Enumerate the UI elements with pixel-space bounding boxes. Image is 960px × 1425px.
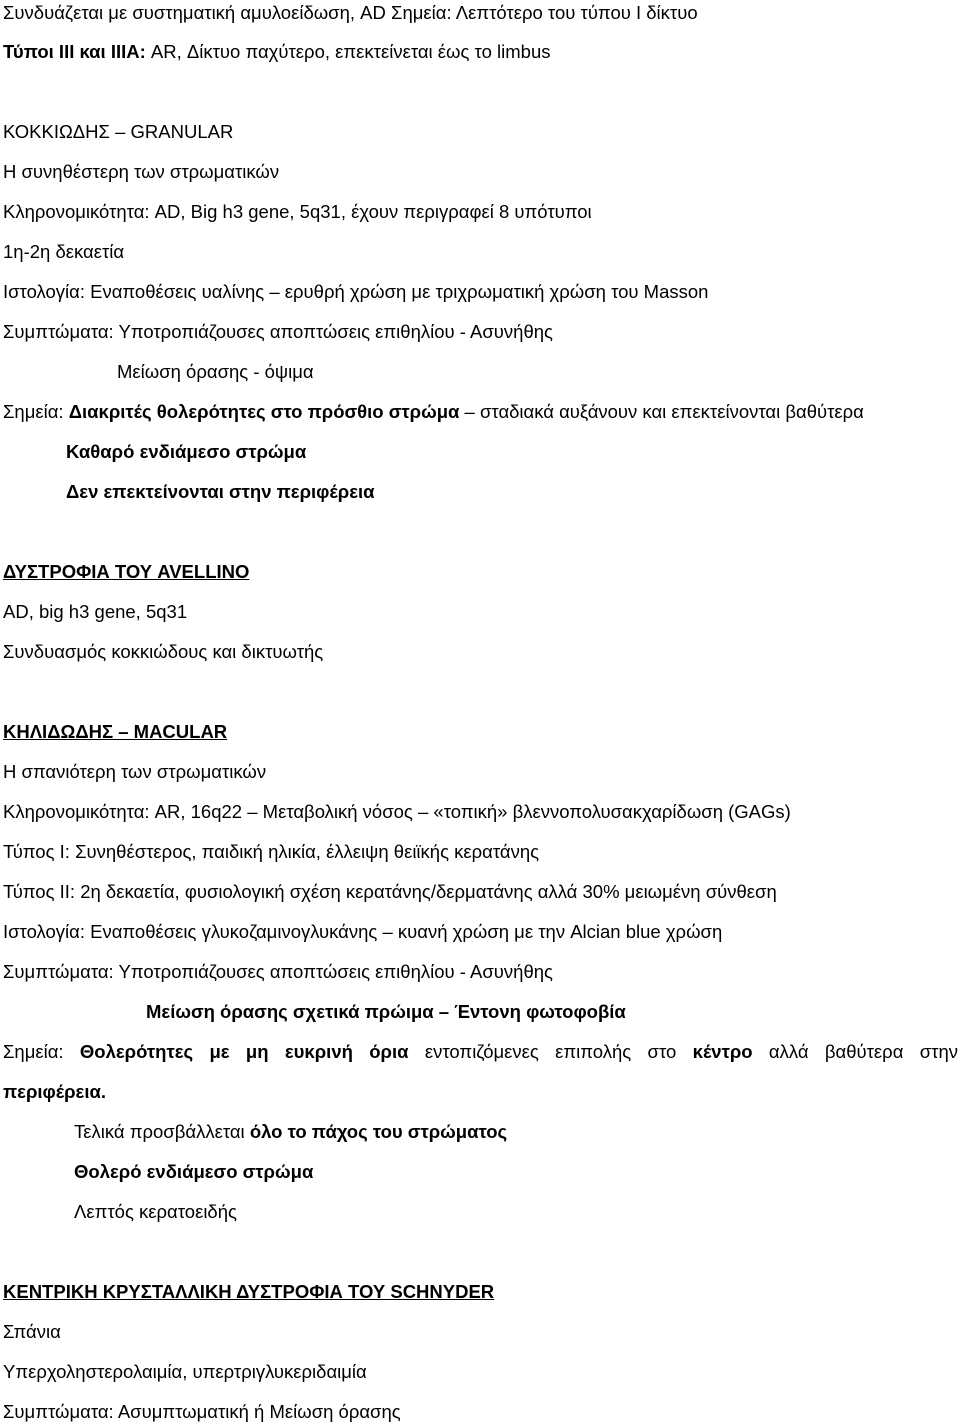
intro-types-text: AR, Δίκτυο παχύτερο, επεκτείνεται έως το limbus [145,41,551,62]
avellino-line: AD, big h3 gene, 5q31 [3,601,188,622]
macular-line: Συμπτώματα: Υποτροπιάζουσες αποπτώσεις επιθηλίου - Ασυνήθης [3,961,553,982]
granular-line: Συμπτώματα: Υποτροπιάζουσες αποπτώσεις επιθηλίου - Ασυνήθης [3,321,553,342]
schnyder-line: Υπερχοληστερολαιμία, υπερτριγλυκεριδαιμία [3,1361,367,1382]
granular-signs [3,403,864,422]
macular-line: Ιστολογία: Εναποθέσεις γλυκοζαμινογλυκάνης – κυανή χρώση με την Alcian blue χρώση [3,921,723,942]
macular-heading: ΚΗΛΙΔΩΔΗΣ – MACULAR [3,721,228,742]
macular-line: Τύπος Ι: Συνηθέστερος, παιδική ηλικία, έλλειψη θειϊκής κερατάνης [3,841,540,862]
granular-line: Ιστολογία: Εναποθέσεις υαλίνης – ερυθρή χρώση με τριχρωματική χρώση του Masson [3,281,709,302]
granular-line: Η συνηθέστερη των στρωματικών [3,161,280,182]
macular-line: Τύπος ΙΙ: 2η δεκαετία, φυσιολογική σχέση κερατάνης/δερματάνης αλλά 30% μειωμένη σύνθεση [3,881,777,902]
macular-symptom-bold: Μείωση όρασης σχετικά πρώιμα – Έντονη φωτοφοβία [146,1001,626,1022]
granular-symptom-indent: Μείωση όρασης - όψιμα [117,361,314,382]
granular-signs-bold: Διακριτές θολερότητες στο πρόσθιο στρώμα [68,401,460,422]
granular-signs-label: Σημεία: [3,401,69,422]
granular-heading: ΚΟΚΚΙΩΔΗΣ – GRANULAR [3,121,234,142]
macular-final-pre: Τελικά προσβάλλεται [74,1121,250,1142]
macular-sign-3: Λεπτός κερατοειδής [74,1201,237,1222]
macular-line: Η σπανιότερη των στρωματικών [3,761,267,782]
macular-signs-bold-2: κέντρο [692,1041,753,1062]
granular-sign-3: Δεν επεκτείνονται στην περιφέρεια [66,481,375,502]
granular-line: Κληρονομικότητα: AD, Big h3 gene, 5q31, έχουν περιγραφεί 8 υπότυποι [3,201,592,222]
macular-signs-mid: εντοπιζόμενες επιπολής στο [408,1041,693,1062]
intro-line-2 [3,43,551,62]
avellino-line: Συνδυασμός κοκκιώδους και δικτυωτής [3,641,324,662]
granular-line: 1η-2η δεκαετία [3,241,125,262]
avellino-heading: ΔΥΣΤΡΟΦΙΑ ΤΟΥ AVELLINO [3,561,250,582]
schnyder-line: Συμπτώματα: Ασυμπτωματική ή Μείωση όρασης [3,1401,401,1422]
schnyder-line: Σπάνια [3,1321,61,1342]
granular-sign-2: Καθαρό ενδιάμεσο στρώμα [66,441,307,462]
macular-final-bold: όλο το πάχος του στρώματος [249,1121,508,1142]
macular-signs-label: Σημεία: [3,1041,80,1062]
granular-signs-rest: – σταδιακά αυξάνουν και επεκτείνονται βαθύτερα [459,401,864,422]
macular-sign-2: Θολερό ενδιάμεσο στρώμα [74,1161,314,1182]
intro-types-label: Τύποι ΙΙΙ και ΙΙΙΑ: [3,41,146,62]
macular-line: Κληρονομικότητα: AR, 16q22 – Μεταβολική νόσος – «τοπική» βλεννοπολυσακχαρίδωση (GAGs) [3,801,791,822]
macular-signs-cont: περιφέρεια. [3,1081,106,1102]
macular-signs [3,1043,958,1062]
macular-signs-bold-1: Θολερότητες με μη ευκρινή όρια [79,1041,409,1062]
macular-signs-end: αλλά βαθύτερα στην [752,1041,959,1062]
intro-line-1: Συνδυάζεται με συστηματική αμυλοείδωση, AD Σημεία: Λεπτότερο του τύπου Ι δίκτυο [3,2,698,23]
schnyder-heading: ΚΕΝΤΡΙΚΗ ΚΡΥΣΤΑΛΛΙΚΗ ΔΥΣΤΡΟΦΙΑ ΤΟΥ SCHNYDER [3,1281,495,1302]
macular-final [74,1123,507,1142]
